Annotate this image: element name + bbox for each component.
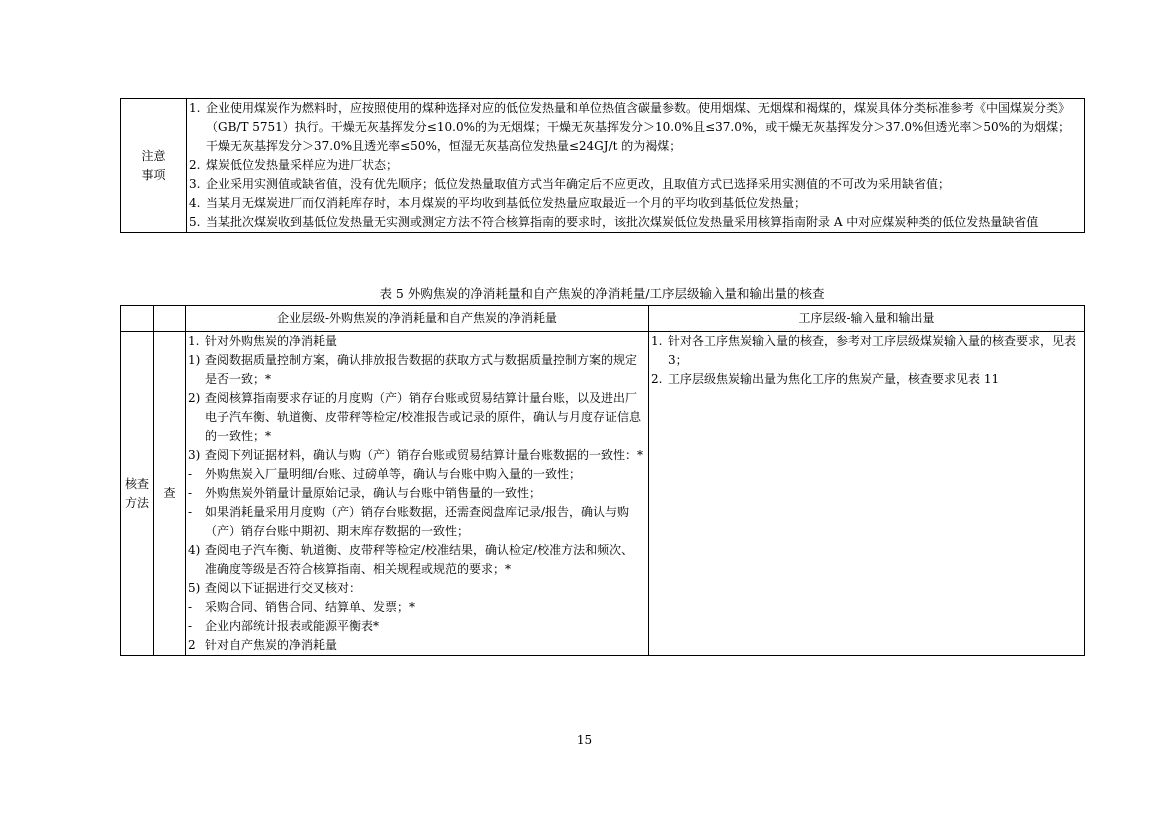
item-number: - (188, 600, 193, 614)
item-text: 查阅电子汽车衡、轨道衡、皮带秤等检定/校准结果，确认检定/校准方法和频次、准确度等级是否符合核算指南、相关规程或规范的要求；* (205, 543, 634, 576)
item-text: 查阅下列证据材料，确认与购（产）销存台账或贸易结算计量台账数据的一致性：* (205, 448, 644, 462)
item-text: 企业采用实测值或缺省值，没有优先顺序；低位发热量取值方式当年确定后不应更改，且取值方式已选择采用实测值的不可改为采用缺省值； (206, 177, 951, 191)
item-number: 2) (188, 391, 201, 405)
list-item (187, 175, 1084, 194)
check-label-cell (154, 332, 186, 656)
list-item (187, 156, 1084, 175)
list-item (186, 598, 648, 617)
item-text: 针对自产焦炭的净消耗量 (205, 638, 338, 652)
item-number: 1. (188, 334, 200, 348)
list-item (186, 636, 648, 655)
item-text: 煤炭低位发热量采样应为进厂状态； (206, 158, 399, 172)
item-number: - (188, 505, 193, 519)
item-text: 当某批次煤炭收到基低位发热量无实测或测定方法不符合核算指南的要求时，该批次煤炭低位发热量采用核算指南附录 A 中对应煤炭种类的低位发热量缺省值 (206, 215, 1039, 229)
item-text: 如果消耗量采用月度购（产）销存台账数据，还需查阅盘库记录/报告，确认与购（产）销存台账中期初、期末库存数据的一致性； (205, 505, 630, 538)
item-number: 3. (189, 177, 201, 191)
list-item (186, 541, 648, 579)
notes-table (120, 98, 1085, 233)
list-item (187, 194, 1084, 213)
list-item (186, 579, 648, 598)
item-text: 查阅核算指南要求存证的月度购（产）销存台账或贸易结算计量台账，以及进出厂电子汽车衡、轨道衡、皮带秤等检定/校准报告或记录的原件，确认与月度存证信息的一致性；* (205, 391, 642, 443)
item-text: 外购焦炭入厂量明细/台账、过磅单等，确认与台账中购入量的一致性； (205, 467, 582, 481)
list-item (186, 351, 648, 389)
list-item (187, 99, 1084, 156)
item-number: 4. (189, 196, 201, 210)
list-item (186, 617, 648, 636)
notes-label-cell (121, 99, 187, 233)
process-level-content (649, 332, 1085, 656)
list-item (186, 389, 648, 446)
method-label-cell (121, 332, 154, 656)
item-number: 4) (188, 543, 201, 557)
notes-list (187, 99, 1084, 232)
item-number: 5) (188, 581, 201, 595)
item-text: 查阅数据质量控制方案，确认排放报告数据的获取方式与数据质量控制方案的规定是否一致；* (205, 353, 638, 386)
item-number: - (188, 486, 193, 500)
item-number: 1. (651, 334, 663, 348)
item-text: 针对外购焦炭的净消耗量 (205, 334, 338, 348)
header-blank-cell (154, 306, 186, 332)
header-enterprise-level: 企业层级-外购焦炭的净消耗量和自产焦炭的净消耗量 (186, 306, 649, 332)
item-text: 外购焦炭外销量计量原始记录，确认与台账中销售量的一致性； (205, 486, 542, 500)
item-number: 3) (188, 448, 201, 462)
item-text: 工序层级焦炭输出量为焦化工序的焦炭产量，核查要求见表 11 (668, 372, 1000, 386)
item-number: 2 (188, 638, 196, 652)
item-text: 查阅以下证据进行交叉核对： (205, 581, 362, 595)
item-number: 1. (189, 101, 201, 115)
enterprise-level-content (186, 332, 649, 656)
item-number: 5. (189, 215, 201, 229)
process-items-list (649, 332, 1084, 389)
list-item (186, 332, 648, 351)
header-blank-cell (121, 306, 154, 332)
list-item (186, 465, 648, 484)
item-number: 2. (651, 372, 663, 386)
list-item (187, 213, 1084, 232)
item-text: 针对各工序焦炭输入量的核查，参考对工序层级煤炭输入量的核查要求，见表 3； (668, 334, 1077, 367)
page-number: 15 (576, 733, 593, 747)
item-number: - (188, 619, 193, 633)
item-text: 当某月无煤炭进厂而仅消耗库存时，本月煤炭的平均收到基低位发热量应取最近一个月的平均收到基低位发热量； (206, 196, 807, 210)
list-item (649, 370, 1084, 389)
item-text: 企业内部统计报表或能源平衡表* (205, 619, 380, 633)
item-number: - (188, 467, 193, 481)
item-text: 企业使用煤炭作为燃料时，应按照使用的煤种选择对应的低位发热量和单位热值含碳量参数。使用烟煤、无烟煤和褐煤的，煤炭具体分类标准参考《中国煤炭分类》（GB/T 5751）执行。干燥无灰基挥发分≤10.0%的为无烟煤；干燥无灰基挥发分＞10.0%且≤37.0%，或干燥无灰基挥发分＞37.0%但透光率＞50%的为烟煤；干燥无灰基挥发分＞37.0%且透光率≤50%，恒湿无灰基高位发热量≤24GJ/t 的为褐煤； (206, 101, 1071, 153)
check-label: 查 (163, 486, 176, 500)
header-process-level: 工序层级-输入量和输出量 (649, 306, 1085, 332)
list-item (186, 503, 648, 541)
list-item (186, 446, 648, 465)
check-table (120, 305, 1085, 656)
table-caption: 表 5 外购焦炭的净消耗量和自产焦炭的净消耗量/工序层级输入量和输出量的核查 (379, 286, 825, 301)
notes-label: 注意 事项 (141, 148, 166, 182)
item-text: 采购合同、销售合同、结算单、发票；* (205, 600, 416, 614)
item-number: 2. (189, 158, 201, 172)
notes-content-cell (187, 99, 1085, 233)
enterprise-items-list (186, 332, 648, 655)
method-label: 核查 方法 (124, 476, 149, 510)
list-item (649, 332, 1084, 370)
list-item (186, 484, 648, 503)
item-number: 1) (188, 353, 201, 367)
